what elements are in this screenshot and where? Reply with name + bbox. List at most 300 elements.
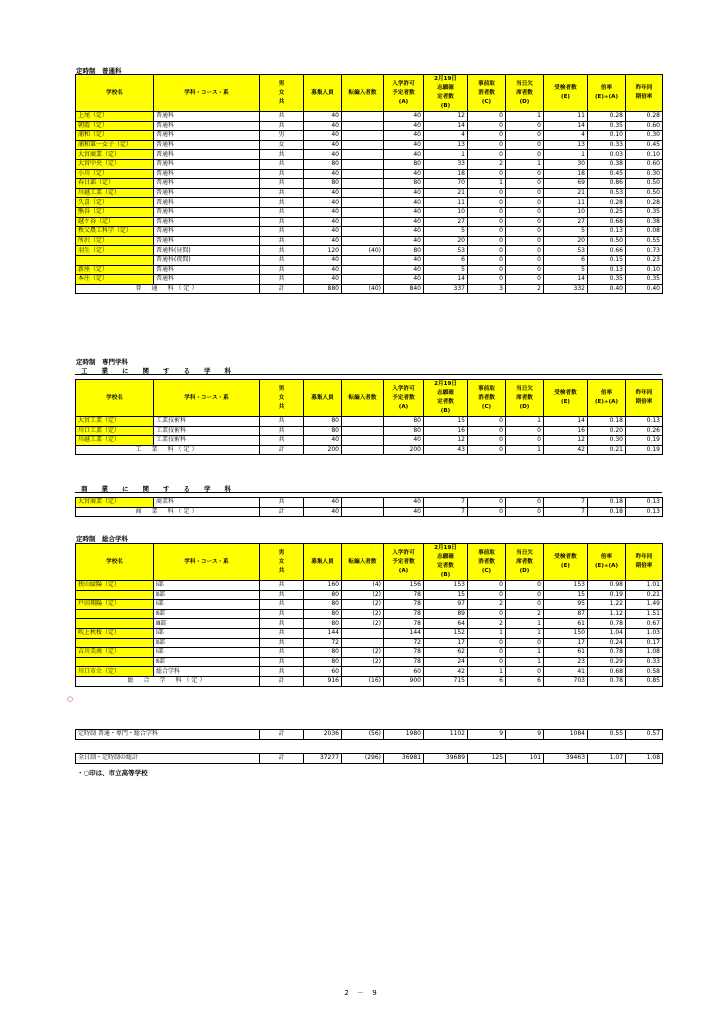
cell-transfer bbox=[342, 140, 384, 150]
cell-gender: 共 bbox=[260, 121, 304, 131]
cell-absent: 0 bbox=[506, 507, 544, 517]
cell-absent: 1 bbox=[506, 159, 544, 169]
cell-recruit: 80 bbox=[304, 648, 342, 658]
cell-applicants: 337 bbox=[424, 284, 468, 294]
table-row bbox=[76, 590, 663, 600]
cell-permit: 40 bbox=[384, 275, 424, 285]
cell-transfer bbox=[342, 217, 384, 227]
cell-absent: 0 bbox=[506, 275, 544, 285]
cell-transfer bbox=[342, 169, 384, 179]
header-prior: 事前取 消者数 (C) bbox=[468, 75, 506, 112]
table-row bbox=[76, 227, 663, 237]
cell-gender: 共 bbox=[260, 169, 304, 179]
cell-absent: 0 bbox=[506, 667, 544, 677]
cell-examinees: 61 bbox=[544, 648, 588, 658]
cell-absent: 0 bbox=[506, 131, 544, 141]
cell-school: 吉川美南（定） bbox=[76, 648, 154, 658]
cell-applicants: 27 bbox=[424, 217, 468, 227]
table-body bbox=[76, 112, 663, 294]
cell-applicants: 5 bbox=[424, 265, 468, 275]
section-title-general: 定時制 普通科 bbox=[76, 67, 122, 75]
cell-recruit: 40 bbox=[304, 236, 342, 246]
cell-applicants: 10 bbox=[424, 207, 468, 217]
cell-permit: 840 bbox=[384, 284, 424, 294]
cell-applicants: 39689 bbox=[424, 754, 468, 764]
cell-school: 春日部（定） bbox=[76, 179, 154, 189]
cell-school bbox=[76, 590, 154, 600]
cell-absent: 1 bbox=[506, 417, 544, 427]
cell-examinees: 95 bbox=[544, 600, 588, 610]
cell-school: 大宮商業（定） bbox=[76, 498, 154, 508]
cell-transfer bbox=[342, 188, 384, 198]
cell-examinees: 11 bbox=[544, 198, 588, 208]
cell-permit: 40 bbox=[384, 198, 424, 208]
cell-recruit: 40 bbox=[304, 169, 342, 179]
cell-examinees: 11 bbox=[544, 112, 588, 122]
cell-examinees: 14 bbox=[544, 121, 588, 131]
cell-absent: 0 bbox=[506, 426, 544, 436]
cell-ratio: 0.28 bbox=[588, 112, 626, 122]
cell-transfer bbox=[342, 426, 384, 436]
cell-school: 戸田翔陽（定） bbox=[76, 600, 154, 610]
cell-school: 総 合 学 科（定） bbox=[76, 676, 260, 686]
cell-examinees: 30 bbox=[544, 159, 588, 169]
cell-prior: 1 bbox=[468, 628, 506, 638]
cell-course: 工業技術科 bbox=[154, 436, 260, 446]
cell-ratio: 0.24 bbox=[588, 638, 626, 648]
cell-permit: 40 bbox=[384, 217, 424, 227]
cell-permit: 80 bbox=[384, 426, 424, 436]
cell-gender: 共 bbox=[260, 217, 304, 227]
footnote: ・○印は、市立高等学校 bbox=[77, 769, 148, 777]
cell-permit: 144 bbox=[384, 628, 424, 638]
cell-absent: 0 bbox=[506, 188, 544, 198]
cell-prev: 0.30 bbox=[626, 131, 663, 141]
cell-absent: 0 bbox=[506, 498, 544, 508]
cell-applicants: 62 bbox=[424, 648, 468, 658]
cell-applicants: 14 bbox=[424, 275, 468, 285]
cell-applicants: 43 bbox=[424, 445, 468, 455]
cell-transfer bbox=[342, 638, 384, 648]
cell-prev: 0.45 bbox=[626, 140, 663, 150]
table-row bbox=[76, 275, 663, 285]
cell-school: 熊谷（定） bbox=[76, 207, 154, 217]
cell-permit: 40 bbox=[384, 436, 424, 446]
cell-examinees: 1 bbox=[544, 150, 588, 160]
cell-transfer bbox=[342, 498, 384, 508]
cell-applicants: 15 bbox=[424, 590, 468, 600]
cell-prev: 0.35 bbox=[626, 207, 663, 217]
cell-prior: 1 bbox=[468, 667, 506, 677]
cell-ratio: 0.78 bbox=[588, 619, 626, 629]
cell-ratio: 0.18 bbox=[588, 507, 626, 517]
cell-recruit: 80 bbox=[304, 426, 342, 436]
cell-recruit: 40 bbox=[304, 198, 342, 208]
cell-prior: 0 bbox=[468, 255, 506, 265]
cell-applicants: 153 bbox=[424, 581, 468, 591]
table-body bbox=[76, 417, 663, 455]
table-row bbox=[76, 121, 663, 131]
cell-absent: 0 bbox=[506, 436, 544, 446]
cell-recruit: 80 bbox=[304, 657, 342, 667]
cell-recruit: 40 bbox=[304, 255, 342, 265]
municipal-mark: ○ bbox=[67, 695, 74, 703]
cell-permit: 40 bbox=[384, 169, 424, 179]
cell-course: 総合学科 bbox=[154, 667, 260, 677]
cell-prior: 0 bbox=[468, 638, 506, 648]
cell-prior: 3 bbox=[468, 284, 506, 294]
cell-gender: 共 bbox=[260, 498, 304, 508]
cell-permit: 40 bbox=[384, 498, 424, 508]
table-general bbox=[75, 74, 663, 294]
cell-transfer bbox=[342, 112, 384, 122]
cell-transfer bbox=[342, 236, 384, 246]
cell-course: 普通科 bbox=[154, 207, 260, 217]
cell-ratio: 0.45 bbox=[588, 169, 626, 179]
cell-recruit: 40 bbox=[304, 131, 342, 141]
cell-gender: 共 bbox=[260, 179, 304, 189]
cell-applicants: 12 bbox=[424, 436, 468, 446]
cell-prev: 0.60 bbox=[626, 159, 663, 169]
cell-prev: 0.28 bbox=[626, 198, 663, 208]
cell-gender: 共 bbox=[260, 417, 304, 427]
cell-prior: 0 bbox=[468, 657, 506, 667]
cell-recruit: 880 bbox=[304, 284, 342, 294]
cell-course: Ⅱ部 bbox=[154, 590, 260, 600]
table-row bbox=[76, 140, 663, 150]
cell-permit: 40 bbox=[384, 227, 424, 237]
cell-course: Ⅲ部 bbox=[154, 619, 260, 629]
cell-absent: 0 bbox=[506, 227, 544, 237]
cell-school: 川越工業（定） bbox=[76, 188, 154, 198]
cell-permit: 900 bbox=[384, 676, 424, 686]
cell-school bbox=[76, 657, 154, 667]
cell-absent: 2 bbox=[506, 284, 544, 294]
table-row bbox=[76, 667, 663, 677]
cell-transfer bbox=[342, 131, 384, 141]
header-date: 2月19日 bbox=[424, 75, 468, 85]
cell-school: 浦和第一女子（定） bbox=[76, 140, 154, 150]
cell-prev: 0.73 bbox=[626, 246, 663, 256]
table-summary-part-time bbox=[75, 729, 663, 740]
cell-prior: 0 bbox=[468, 265, 506, 275]
cell-examinees: 12 bbox=[544, 436, 588, 446]
page-number: 2 － 9 bbox=[344, 989, 380, 997]
cell-transfer bbox=[342, 445, 384, 455]
header-recruit: 募集人員 bbox=[304, 75, 342, 112]
cell-school: 吹上秋桜（定） bbox=[76, 628, 154, 638]
cell-gender: 共 bbox=[260, 657, 304, 667]
cell-transfer bbox=[342, 417, 384, 427]
cell-prior: 0 bbox=[468, 236, 506, 246]
cell-ratio: 0.66 bbox=[588, 246, 626, 256]
cell-transfer bbox=[342, 507, 384, 517]
cell-ratio: 0.55 bbox=[588, 730, 626, 740]
cell-prev: 0.13 bbox=[626, 507, 663, 517]
cell-prior: 0 bbox=[468, 217, 506, 227]
cell-applicants: 4 bbox=[424, 131, 468, 141]
cell-course: Ⅰ部 bbox=[154, 628, 260, 638]
cell-transfer: (4) bbox=[342, 581, 384, 591]
cell-prior: 0 bbox=[468, 417, 506, 427]
cell-absent: 0 bbox=[506, 590, 544, 600]
table-row bbox=[76, 179, 663, 189]
cell-course: Ⅰ部 bbox=[154, 581, 260, 591]
table-row bbox=[76, 198, 663, 208]
table-body bbox=[76, 581, 663, 687]
cell-prior: 0 bbox=[468, 246, 506, 256]
cell-course: 普通科 bbox=[154, 150, 260, 160]
cell-absent: 9 bbox=[506, 730, 544, 740]
cell-gender: 女 bbox=[260, 140, 304, 150]
cell-gender: 共 bbox=[260, 648, 304, 658]
cell-absent: 0 bbox=[506, 246, 544, 256]
cell-absent: 1 bbox=[506, 648, 544, 658]
table-header: 学校名 学科・コース・系 男 女 共 募集人員 転編入者数 入学許可 予定者数 (A) 2月19日 事前取 消者数 (C) 当日欠 席者数 (D) 受検者数 (E) 倍率 (E)÷(A) 昨年同 期倍率 志願確 定者数 (B) bbox=[76, 75, 663, 112]
cell-permit: 78 bbox=[384, 600, 424, 610]
cell-examinees: 87 bbox=[544, 609, 588, 619]
cell-prior: 0 bbox=[468, 609, 506, 619]
cell-applicants: 16 bbox=[424, 426, 468, 436]
cell-ratio: 0.13 bbox=[588, 227, 626, 237]
cell-gender: 共 bbox=[260, 619, 304, 629]
cell-school: 大宮中央（定） bbox=[76, 159, 154, 169]
cell-permit: 78 bbox=[384, 590, 424, 600]
cell-permit: 40 bbox=[384, 121, 424, 131]
cell-applicants: 13 bbox=[424, 140, 468, 150]
cell-absent: 0 bbox=[506, 207, 544, 217]
table-row bbox=[76, 628, 663, 638]
table-row bbox=[76, 150, 663, 160]
cell-recruit: 40 bbox=[304, 436, 342, 446]
cell-absent: 1 bbox=[506, 619, 544, 629]
table-row bbox=[76, 609, 663, 619]
cell-permit: 72 bbox=[384, 638, 424, 648]
cell-school: 狭山緑陽（定） bbox=[76, 581, 154, 591]
header-school: 学校名 bbox=[76, 75, 154, 112]
cell-applicants: 33 bbox=[424, 159, 468, 169]
cell-prev: 0.21 bbox=[626, 590, 663, 600]
table-row bbox=[76, 648, 663, 658]
cell-prev: 0.10 bbox=[626, 150, 663, 160]
cell-course: 普通科 bbox=[154, 227, 260, 237]
cell-examinees: 17 bbox=[544, 638, 588, 648]
cell-gender: 共 bbox=[260, 590, 304, 600]
cell-applicants: 20 bbox=[424, 236, 468, 246]
cell-examinees: 20 bbox=[544, 236, 588, 246]
cell-prior: 1 bbox=[468, 179, 506, 189]
table-row bbox=[76, 417, 663, 427]
cell-applicants: 1 bbox=[424, 150, 468, 160]
cell-prior: 0 bbox=[468, 169, 506, 179]
cell-prior: 0 bbox=[468, 121, 506, 131]
table-row bbox=[76, 265, 663, 275]
cell-ratio: 0.03 bbox=[588, 150, 626, 160]
cell-school bbox=[76, 638, 154, 648]
cell-recruit: 72 bbox=[304, 638, 342, 648]
cell-applicants: 70 bbox=[424, 179, 468, 189]
cell-prior: 2 bbox=[468, 159, 506, 169]
cell-applicants: 1102 bbox=[424, 730, 468, 740]
cell-ratio: 0.18 bbox=[588, 498, 626, 508]
cell-school: 浦和（定） bbox=[76, 131, 154, 141]
cell-prior: 0 bbox=[468, 188, 506, 198]
cell-examinees: 4 bbox=[544, 131, 588, 141]
cell-transfer: (2) bbox=[342, 657, 384, 667]
table-row bbox=[76, 638, 663, 648]
cell-prev: 0.26 bbox=[626, 426, 663, 436]
table-row bbox=[76, 619, 663, 629]
cell-recruit: 80 bbox=[304, 609, 342, 619]
cell-permit: 40 bbox=[384, 236, 424, 246]
cell-gender: 共 bbox=[260, 255, 304, 265]
cell-gender: 共 bbox=[260, 667, 304, 677]
total-row bbox=[76, 284, 663, 294]
cell-recruit: 40 bbox=[304, 207, 342, 217]
cell-examinees: 69 bbox=[544, 179, 588, 189]
cell-recruit: 40 bbox=[304, 188, 342, 198]
cell-ratio: 0.13 bbox=[588, 265, 626, 275]
cell-course: 普通科 bbox=[154, 265, 260, 275]
cell-prev: 0.50 bbox=[626, 179, 663, 189]
cell-course: 普通科 bbox=[154, 112, 260, 122]
cell-permit: 80 bbox=[384, 159, 424, 169]
cell-gender: 計 bbox=[260, 730, 304, 740]
cell-ratio: 0.40 bbox=[588, 284, 626, 294]
total-row bbox=[76, 445, 663, 455]
cell-absent: 0 bbox=[506, 265, 544, 275]
cell-permit: 200 bbox=[384, 445, 424, 455]
cell-examinees: 16 bbox=[544, 426, 588, 436]
cell-school: 所沢（定） bbox=[76, 236, 154, 246]
cell-prior: 0 bbox=[468, 426, 506, 436]
cell-transfer: (56) bbox=[342, 730, 384, 740]
cell-prior: 0 bbox=[468, 507, 506, 517]
cell-prev: 0.55 bbox=[626, 236, 663, 246]
table-row bbox=[76, 159, 663, 169]
cell-examinees: 5 bbox=[544, 227, 588, 237]
cell-gender: 共 bbox=[260, 150, 304, 160]
cell-school: 普 通 科（定） bbox=[76, 284, 260, 294]
cell-school: 新座（定） bbox=[76, 265, 154, 275]
cell-school bbox=[76, 255, 154, 265]
cell-school: 大宮工業（定） bbox=[76, 417, 154, 427]
table-header: 学校名 学科・コース・系 男 女 共 募集人員 転編入者数 入学許可 予定者数 (A) 2月19日 事前取 消者数 (C) 当日欠 席者数 (D) 受検者数 (E) 倍率 (E)÷(A) 昨年同 期倍率 志願確 定者数 (B) bbox=[76, 380, 663, 417]
cell-prev: 1.49 bbox=[626, 600, 663, 610]
cell-absent: 1 bbox=[506, 112, 544, 122]
cell-transfer bbox=[342, 667, 384, 677]
cell-prior: 0 bbox=[468, 140, 506, 150]
cell-absent: 0 bbox=[506, 121, 544, 131]
table-row bbox=[76, 426, 663, 436]
cell-course: Ⅱ部 bbox=[154, 638, 260, 648]
cell-school: 川口市立（定） bbox=[76, 667, 154, 677]
cell-applicants: 89 bbox=[424, 609, 468, 619]
cell-recruit: 37277 bbox=[304, 754, 342, 764]
cell-absent: 0 bbox=[506, 179, 544, 189]
cell-course: 普通科(夜間) bbox=[154, 255, 260, 265]
cell-examinees: 14 bbox=[544, 275, 588, 285]
table-summary-grand bbox=[75, 753, 663, 764]
section-title-specialized: 定時制 専門学科 bbox=[76, 358, 128, 366]
cell-applicants: 152 bbox=[424, 628, 468, 638]
cell-absent: 0 bbox=[506, 198, 544, 208]
cell-permit: 1980 bbox=[384, 730, 424, 740]
cell-ratio: 0.15 bbox=[588, 255, 626, 265]
cell-transfer: (2) bbox=[342, 619, 384, 629]
cell-prior: 0 bbox=[468, 131, 506, 141]
cell-absent: 1 bbox=[506, 628, 544, 638]
cell-permit: 40 bbox=[384, 131, 424, 141]
cell-examinees: 39463 bbox=[544, 754, 588, 764]
cell-course: Ⅱ部 bbox=[154, 609, 260, 619]
band-industrial: 工業に関する学科 bbox=[75, 366, 662, 375]
cell-prev: 0.19 bbox=[626, 436, 663, 446]
cell-prior: 125 bbox=[468, 754, 506, 764]
cell-prior: 0 bbox=[468, 112, 506, 122]
cell-gender: 共 bbox=[260, 609, 304, 619]
total-row bbox=[76, 507, 663, 517]
cell-prev: 0.23 bbox=[626, 255, 663, 265]
cell-prev: 1.08 bbox=[626, 754, 663, 764]
cell-ratio: 0.78 bbox=[588, 648, 626, 658]
cell-school: 大宮商業（定） bbox=[76, 150, 154, 160]
cell-transfer bbox=[342, 628, 384, 638]
cell-examinees: 5 bbox=[544, 265, 588, 275]
cell-absent: 0 bbox=[506, 255, 544, 265]
cell-course: 普通科 bbox=[154, 179, 260, 189]
cell-course: 普通科 bbox=[154, 169, 260, 179]
cell-examinees: 153 bbox=[544, 581, 588, 591]
cell-gender: 共 bbox=[260, 112, 304, 122]
cell-ratio: 0.18 bbox=[588, 417, 626, 427]
cell-recruit: 80 bbox=[304, 619, 342, 629]
cell-transfer bbox=[342, 265, 384, 275]
cell-prior: 0 bbox=[468, 227, 506, 237]
cell-permit: 156 bbox=[384, 581, 424, 591]
cell-permit: 40 bbox=[384, 140, 424, 150]
table-row bbox=[76, 498, 663, 508]
cell-permit: 80 bbox=[384, 246, 424, 256]
cell-gender: 共 bbox=[260, 207, 304, 217]
header-course: 学科・コース・系 bbox=[154, 75, 260, 112]
cell-applicants: 6 bbox=[424, 255, 468, 265]
cell-prev: 0.50 bbox=[626, 188, 663, 198]
cell-gender: 男 bbox=[260, 131, 304, 141]
cell-ratio: 0.38 bbox=[588, 159, 626, 169]
cell-ratio: 0.20 bbox=[588, 426, 626, 436]
cell-permit: 36981 bbox=[384, 754, 424, 764]
cell-examinees: 14 bbox=[544, 417, 588, 427]
table-row bbox=[76, 436, 663, 446]
table-row bbox=[76, 169, 663, 179]
cell-examinees: 13 bbox=[544, 140, 588, 150]
cell-ratio: 0.68 bbox=[588, 217, 626, 227]
cell-gender: 共 bbox=[260, 265, 304, 275]
cell-transfer: (2) bbox=[342, 600, 384, 610]
cell-applicants: 97 bbox=[424, 600, 468, 610]
cell-ratio: 1.07 bbox=[588, 754, 626, 764]
header-gender: 男 女 共 bbox=[260, 75, 304, 112]
cell-examinees: 1084 bbox=[544, 730, 588, 740]
cell-ratio: 0.19 bbox=[588, 590, 626, 600]
cell-school: 工 業 科（定） bbox=[76, 445, 260, 455]
cell-ratio: 0.25 bbox=[588, 207, 626, 217]
cell-gender: 共 bbox=[260, 628, 304, 638]
cell-permit: 40 bbox=[384, 188, 424, 198]
summary-row bbox=[76, 754, 663, 764]
cell-transfer bbox=[342, 198, 384, 208]
